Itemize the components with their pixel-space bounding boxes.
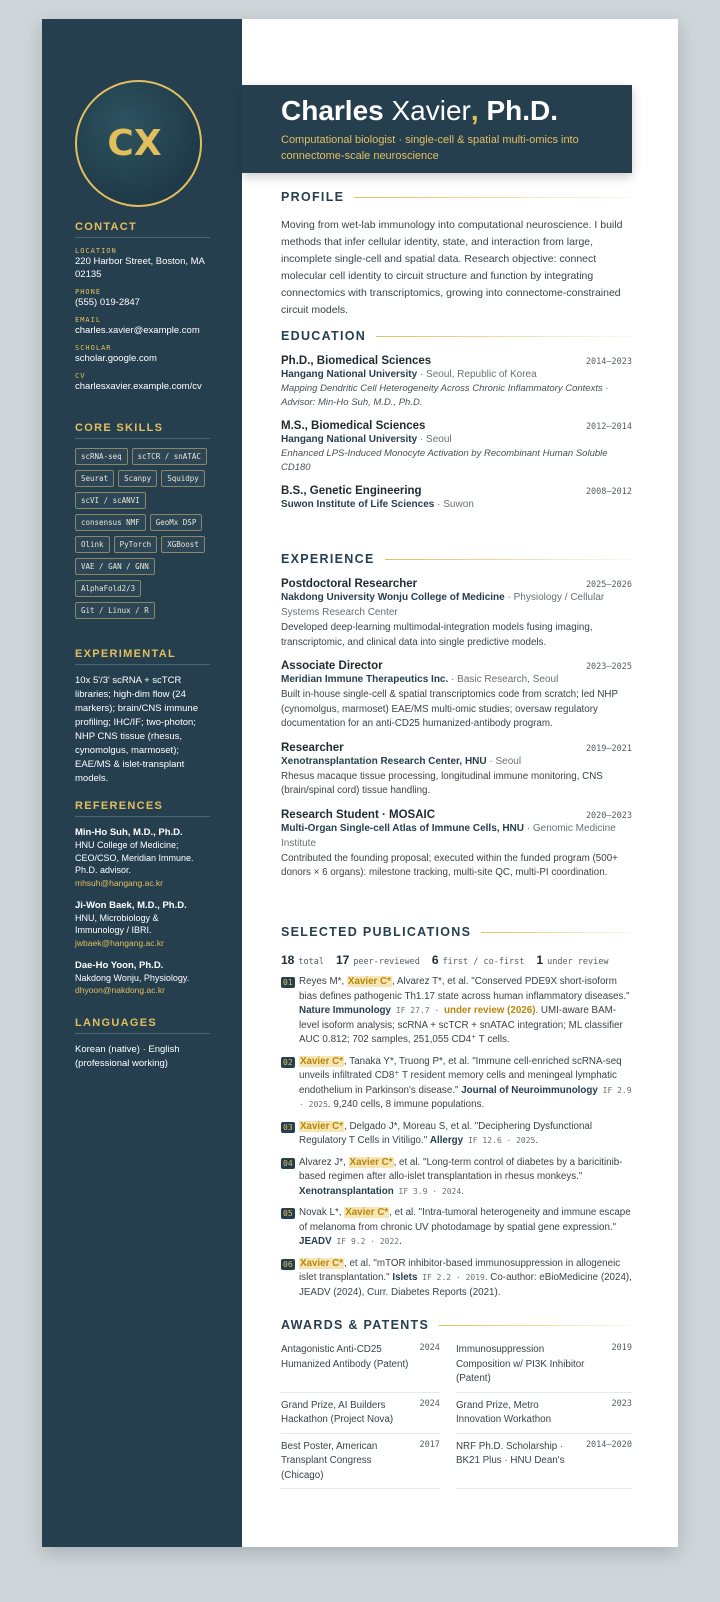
degree: B.S., Genetic Engineering (281, 485, 422, 497)
skill-chip: Seurat (75, 470, 114, 487)
award-title: Grand Prize, AI Builders Hackathon (Project Nova) (281, 1399, 394, 1425)
description: Rhesus macaque tissue processing, longitudinal immune monitoring, CNS (brain/spinal cord) tissue handling. (281, 770, 603, 796)
skill-chip: AlphaFold2/3 (75, 580, 141, 597)
references-section (75, 800, 210, 1006)
description: Built in-house single-cell & spatial transcriptomics code from scratch; led NHP (cynomolgus, marmoset) EAE/MS multi-omic studies; oversaw regulatory documentation for an anti-CD25 humanized-antibody program. (281, 689, 618, 729)
credential: Ph.D. (486, 95, 558, 126)
last-name: Xavier (391, 95, 471, 126)
publication-notes: . (535, 1135, 539, 1146)
publication-number: 06 (283, 1259, 293, 1269)
date: 2025–2026 (585, 580, 632, 590)
reference-item (75, 826, 210, 889)
description: Developed deep-learning multimodal-integration models fusing imaging, transcriptomic, and clinical data into single predictive models. (281, 622, 593, 648)
education-title: EDUCATION (281, 329, 367, 343)
skill-chip: Squidpy (161, 470, 205, 487)
publication-item (281, 1055, 632, 1113)
title-and-authors: , Tanaka Y*, Truong P*, et al. "Immune cell-enriched scRNA-seq unveils infiltrated CD8⁺ T resident memory cells and meningeal lymphatic endothelium in Parkinson's disease." (299, 1055, 622, 1096)
date: 2008–2012 (585, 487, 632, 497)
publication-entries (281, 975, 632, 1300)
publication-number: 04 (283, 1158, 293, 1168)
skill-chip: scRNA-seq (75, 448, 128, 465)
publication-item (281, 1257, 632, 1301)
skills-list (75, 448, 210, 619)
role: Research Student · MOSAIC (281, 808, 435, 821)
publication-item (281, 1156, 632, 1200)
department: · Physiology / Cellular Systems Research Center (281, 592, 605, 618)
skill-chip: Git / Linux / R (75, 602, 155, 619)
publication-number: 05 (283, 1209, 293, 1218)
title-and-authors: , Delgado J*, Moreau S, et al. "Deciphering Dysfunctional Regulatory T Cells in Vitiligo." (299, 1120, 593, 1146)
publication-number: 02 (283, 1057, 293, 1067)
title-and-authors: , et al. "mTOR inhibitor-based immunosuppression in allogeneic islet transplantation." (299, 1257, 621, 1283)
contact-title: CONTACT (75, 221, 210, 238)
award-item (281, 1393, 440, 1434)
publication-stats (281, 953, 632, 967)
section-rule (439, 1325, 632, 1326)
thesis: Mapping Dendritic Cell Heterogeneity Across Chronic Inflammatory Contexts · Advisor: Min-Ho Suh, M.D., Ph.D. (281, 383, 609, 408)
institution: Hangang National University (281, 369, 418, 380)
section-rule (385, 559, 632, 560)
stat-first-label: first / co-first (442, 957, 525, 967)
contact-scholar-label: SCHOLAR (75, 344, 112, 352)
reference-info: Nakdong Wonju, Physiology. (75, 972, 190, 983)
education-entry (281, 355, 632, 410)
references-title: REFERENCES (75, 800, 210, 817)
journal-name: Nature Immunology (299, 1005, 391, 1016)
experience-entry (281, 742, 632, 799)
impact-factor: IF 12.6 · 2025 (463, 1136, 536, 1145)
reference-info: HNU, Microbiology & Immunology / IBRI. (75, 912, 159, 935)
education-entry (281, 420, 632, 475)
skill-chip: consensus NMF (75, 514, 146, 531)
skill-chip: scTCR / snATAC (132, 448, 207, 465)
award-year: 2014–2020 (585, 1439, 632, 1450)
stat-peer-reviewed: 17 (335, 953, 350, 967)
journal-name: Journal of Neuroimmunology (461, 1084, 598, 1096)
experimental-text: 10x 5'/3' scRNA + scTCR libraries; high-dim flow (24 markers); brain/CNS immune profiling; IHC/IF; two-photon; NHP CNS tissue (rhesus, cynomolgus, marmoset); EAE/MS & islet-transplant models. (75, 675, 198, 784)
first-name: Charles (281, 95, 384, 126)
date: 2020–2023 (585, 810, 632, 821)
contact-phone-label: PHONE (75, 288, 102, 296)
location: · Seoul, Republic of Korea (417, 369, 537, 380)
authors-before: Alvarez J*, (299, 1156, 349, 1168)
award-title: Grand Prize, Metro Innovation Workathon (455, 1399, 552, 1425)
journal-name: JEADV (299, 1236, 332, 1247)
date: 2014–2023 (585, 357, 632, 367)
contact-location: 220 Harbor Street, Boston, MA 02135 (75, 256, 205, 280)
skill-chip: scVI / scANVI (75, 492, 146, 509)
section-rule (481, 932, 632, 933)
degree: M.S., Biomedical Sciences (281, 420, 426, 432)
journal-name: Allergy (429, 1135, 464, 1146)
stat-under-review: 1 (536, 953, 544, 967)
contact-phone: (555) 019-2847 (75, 297, 140, 308)
date: 2023–2025 (585, 662, 632, 672)
profile-title: PROFILE (281, 190, 345, 204)
profile-text: Moving from wet-lab immunology into computational neuroscience. I build methods that infer cellular identity, state, and interaction from large, incomplete single-cell and spatial data. Research objective: connect molecular cell identity to circuit structure and function by integrating connectomics with transcriptomics, growing into connectome-constrained circuit models. (281, 219, 623, 316)
skill-chip: VAE / GAN / GNN (75, 558, 155, 575)
resume-page (42, 19, 678, 1547)
experimental-section (75, 648, 210, 786)
impact-factor: IF 3.9 · 2024 (393, 1186, 462, 1196)
department: · Genomic Medicine Institute (281, 822, 616, 849)
organization: Multi-Organ Single-cell Atlas of Immune Cells, HNU (281, 822, 524, 834)
date: 2019–2021 (585, 743, 632, 754)
publication-notes: . 9,240 cells, 8 immune populations. (327, 1099, 485, 1110)
location: · Seoul (417, 434, 452, 445)
languages-section (75, 1017, 210, 1071)
institution: Suwon Institute of Life Sciences (281, 499, 435, 510)
impact-factor: IF 2.9 · 2025 (299, 1085, 632, 1109)
author-highlight: Xavier C* (349, 1156, 393, 1168)
stat-first: 6 (431, 953, 439, 967)
award-year: 2024 (419, 1398, 440, 1409)
award-year: 2017 (419, 1439, 440, 1450)
award-item (456, 1337, 632, 1393)
award-title: Antagonistic Anti-CD25 Humanized Antibody (Patent) (281, 1344, 409, 1370)
awards-title: AWARDS & PATENTS (281, 1318, 430, 1332)
reference-email-link[interactable]: jwbaek@hangang.ac.kr (75, 937, 164, 948)
title-and-authors: , Alvarez T*, et al. "Conserved PDE9X short-isoform bias defines pathogenic Th1.17 state across human inflammatory diseases." (299, 976, 630, 1002)
journal-name: Xenotransplantation (299, 1185, 394, 1197)
thesis: Enhanced LPS-Induced Monocyte Activation by Recombinant Human Soluble CD180 (281, 448, 608, 473)
award-title: Immunosuppression Composition w/ PI3K Inhibitor (Patent) (455, 1344, 585, 1384)
skills-title: CORE SKILLS (75, 422, 210, 439)
tagline: Computational biologist · single-cell & spatial multi-omics into connectome-scale neuroscience (281, 134, 579, 162)
skill-chip: GeoMx DSP (150, 514, 203, 531)
author-highlight: Xavier C* (345, 1207, 389, 1218)
reference-email-link[interactable]: mhsuh@hangang.ac.kr (75, 877, 164, 888)
education-entry (281, 485, 632, 512)
award-title: Best Poster, American Transplant Congress (Chicago) (281, 1440, 378, 1481)
award-year: 2023 (611, 1398, 632, 1409)
publication-item (281, 1206, 632, 1250)
reference-item (75, 959, 210, 997)
profile-heading (281, 190, 632, 204)
experimental-title: EXPERIMENTAL (75, 648, 210, 665)
contact-email-label: EMAIL (75, 316, 102, 324)
experience-entry (281, 660, 632, 732)
publication-item (281, 1120, 632, 1149)
award-title: NRF Ph.D. Scholarship · BK21 Plus · HNU Dean's (455, 1440, 565, 1466)
avatar-initials: CX (107, 123, 162, 164)
experience-entry (281, 809, 632, 881)
author-highlight: Xavier C* (300, 1055, 344, 1067)
reference-item (75, 899, 210, 949)
stat-total-label: total (298, 957, 324, 967)
education-heading (281, 329, 632, 343)
contact-section (75, 221, 210, 393)
department: · Seoul (486, 755, 522, 767)
location: · Suwon (434, 499, 474, 510)
date: 2012–2014 (585, 422, 632, 432)
title-and-authors: , et al. "Intra-tumoral heterogeneity and immune escape of melanoma from chronic UV photodamage by spatial gene expression." (299, 1207, 631, 1233)
publication-notes: . (461, 1185, 464, 1197)
experience-title: EXPERIENCE (281, 552, 375, 566)
skill-chip: XGBoost (161, 536, 205, 553)
awards-heading (281, 1318, 632, 1332)
authors-before: Reyes M*, (299, 976, 347, 987)
publications-title: SELECTED PUBLICATIONS (281, 925, 472, 939)
publications-list (281, 953, 632, 1307)
award-item (281, 1434, 440, 1490)
author-highlight: Xavier C* (300, 1257, 344, 1269)
publication-notes: . (399, 1236, 402, 1247)
languages-title: LANGUAGES (75, 1017, 210, 1034)
impact-factor: IF 9.2 · 2022 (331, 1237, 400, 1246)
publications-heading (281, 925, 632, 939)
department: · Basic Research, Seoul (448, 674, 559, 685)
header-band (242, 85, 632, 173)
organization: Nakdong University Wonju College of Medicine (281, 592, 505, 603)
experience-heading (281, 552, 632, 566)
skill-chip: Scanpy (118, 470, 157, 487)
author-highlight: Xavier C* (300, 1120, 344, 1132)
stat-total: 18 (281, 953, 295, 967)
reference-name: Dae-Ho Yoon, Ph.D. (75, 959, 164, 971)
description: Contributed the founding proposal; executed within the funded program (500+ donors × 6 organs): milestone tracking, multi-site QC, multi-PI coordination. (281, 852, 618, 878)
section-rule (376, 336, 632, 337)
reference-email-link[interactable]: dhyoon@nakdong.ac.kr (75, 985, 165, 995)
name-comma: , (470, 95, 479, 126)
authors-before: Novak L*, (299, 1207, 345, 1218)
contact-cv-label: CV (75, 372, 86, 380)
organization: Meridian Immune Therapeutics Inc. (281, 674, 449, 685)
impact-factor: IF 2.2 · 2019 (417, 1273, 485, 1282)
role: Researcher (281, 741, 344, 754)
languages-text: Korean (native) · English (professional working) (75, 1044, 180, 1069)
avatar (75, 80, 202, 207)
award-year: 2024 (419, 1343, 440, 1353)
author-highlight: Xavier C* (347, 976, 391, 987)
publication-item (281, 975, 632, 1048)
journal-name: Islets (392, 1272, 418, 1283)
award-year: 2019 (611, 1343, 632, 1353)
contact-cv-link[interactable]: charlesxavier.example.com/cv (75, 381, 202, 392)
impact-factor: IF 27.7 · (391, 1006, 444, 1015)
publication-status: under review (2026) (443, 1005, 536, 1016)
organization: Xenotransplantation Research Center, HNU (281, 755, 487, 767)
skill-chip: PyTorch (114, 536, 158, 553)
role: Associate Director (281, 660, 383, 672)
publication-notes: . UMI-aware BAM-level isoform analysis; scRNA + scTCR + snATAC integration; ML classifier AUC 0.812; 702 samples, 251,055 CD4⁺ T cells. (299, 1005, 623, 1045)
section-rule (354, 197, 632, 198)
stat-under-review-label: under review (547, 957, 609, 967)
education-list (281, 355, 632, 522)
contact-location-label: LOCATION (75, 247, 117, 255)
contact-email-link[interactable]: charles.xavier@example.com (75, 325, 200, 336)
reference-name: Ji-Won Baek, M.D., Ph.D. (75, 899, 187, 911)
degree: Ph.D., Biomedical Sciences (281, 355, 432, 367)
sidebar (42, 19, 242, 1547)
publication-number: 01 (283, 978, 293, 987)
experience-entry (281, 578, 632, 650)
skill-chip: Olink (75, 536, 110, 553)
publication-number: 03 (283, 1122, 293, 1132)
award-item (281, 1337, 440, 1393)
title-and-authors: , et al. "Long-term control of diabetes by a baricitinib-based regimen after allo-islet transplantation in rhesus monkeys." (299, 1156, 623, 1182)
institution: Hangang National University (281, 434, 418, 445)
experience-list (281, 578, 632, 891)
reference-name: Min-Ho Suh, M.D., Ph.D. (75, 827, 183, 838)
stat-peer-reviewed-label: peer-reviewed (353, 957, 420, 967)
publication-notes: . Co-author: eBioMedicine (2024), JEADV (2024), Curr. Diabetes Reports (2021). (299, 1272, 632, 1298)
award-item (456, 1434, 632, 1490)
role: Postdoctoral Researcher (281, 578, 418, 590)
full-name (281, 95, 558, 127)
reference-info: HNU College of Medicine; CEO/CSO, Meridian Immune. Ph.D. advisor. (75, 840, 194, 875)
skills-section (75, 422, 210, 619)
award-item (456, 1393, 632, 1434)
awards-list (281, 1337, 632, 1489)
contact-scholar-link[interactable]: scholar.google.com (75, 353, 157, 364)
